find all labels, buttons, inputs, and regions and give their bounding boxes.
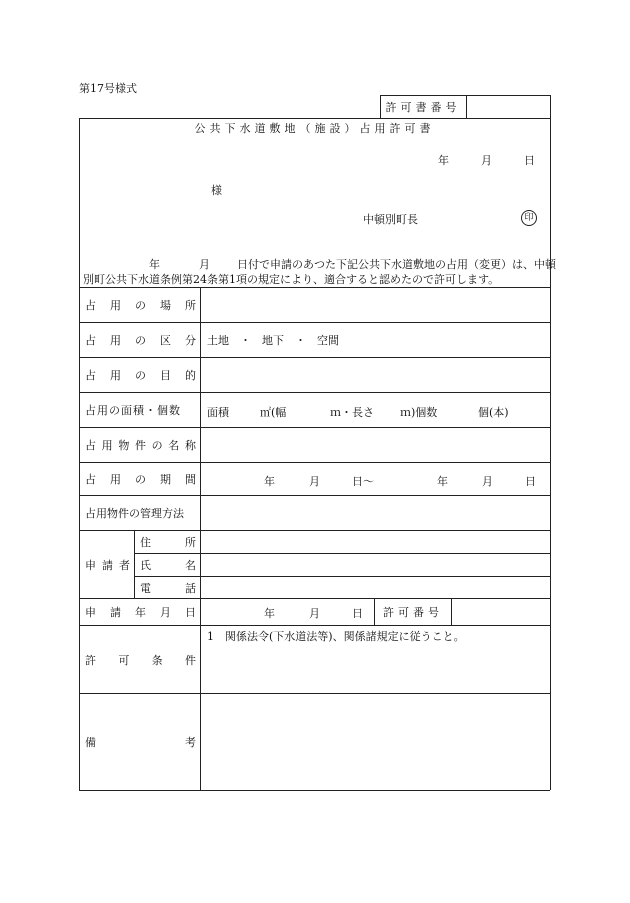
applicant-name-label: 氏 名: [140, 559, 196, 572]
area-text-5: 個(本): [478, 406, 509, 419]
document-title: 公共下水道敷地（施設）占用許可書: [194, 122, 435, 135]
permit-number-field[interactable]: [468, 96, 548, 118]
purpose-label: 占 用 の 目 的: [85, 369, 196, 382]
frame-right: [550, 95, 551, 790]
period-year-1: 年: [264, 475, 275, 488]
management-field[interactable]: [204, 496, 548, 530]
area-text-3: ｍ・長さ: [330, 406, 374, 419]
area-text-4: ｍ)個数: [400, 406, 438, 419]
label-column-divider: [200, 287, 201, 790]
conditions-text: 1 関係法令(下水道法等)、関係諸規定に従うこと。: [207, 630, 465, 643]
applicant-sub-divider: [134, 530, 135, 598]
area-text-2: ㎡(幅: [260, 406, 287, 419]
date-day-label: 日: [524, 154, 535, 167]
application-month: 月: [309, 607, 320, 620]
period-month-2: 月: [482, 475, 493, 488]
body-month: 月: [199, 258, 210, 271]
applicant-phone-label: 電 話: [140, 581, 196, 595]
period-month-1: 月: [309, 475, 320, 488]
category-field[interactable]: 土地 ・ 地下 ・ 空間: [207, 334, 339, 347]
management-label: 占用物件の管理方法: [85, 507, 184, 520]
place-label-text: 占 用 の 場 所: [85, 299, 196, 312]
conditions-label: 許 可 条 件: [85, 653, 196, 667]
frame-bottom: [79, 790, 550, 791]
addressee-suffix: 様: [211, 184, 222, 197]
category-label: 占 用 の 区 分: [85, 334, 196, 347]
applicant-label: 申 請 者: [85, 558, 130, 572]
permit-number-label: 許可書番号: [385, 101, 461, 114]
period-label: 占 用 の 期 間: [85, 473, 196, 486]
area-text-1: 面積: [207, 406, 229, 419]
frame-top: [79, 118, 550, 119]
application-year: 年: [264, 607, 275, 620]
period-year-2: 年: [437, 475, 448, 488]
date-month-label: 月: [481, 154, 492, 167]
frame-left: [79, 118, 80, 790]
applicant-phone-field[interactable]: [204, 577, 548, 598]
object-name-label: 占 用 物 件 の 名 称: [85, 439, 196, 452]
application-date-label: 申 請 年 月 日: [85, 606, 196, 619]
object-name-field[interactable]: [204, 428, 548, 462]
permit-no-divider: [451, 598, 452, 625]
form-number: 第17号様式: [79, 82, 137, 95]
seal-icon: 印: [521, 210, 537, 226]
place-label: [85, 288, 196, 322]
permit-box-divider: [466, 95, 467, 118]
issuer-name: 中頓別町長: [363, 213, 418, 226]
period-day-1: 日～: [352, 475, 374, 488]
body-text-line2: 別町公共下水道条例第24条第1項の規定により、適合すると認めたので許可します。: [83, 273, 500, 286]
remarks-label: 備 考: [85, 736, 196, 749]
remarks-field[interactable]: [204, 694, 548, 790]
permit-no-field[interactable]: [454, 599, 548, 625]
applicant-address-field[interactable]: [204, 531, 548, 553]
area-label: 占用の面積・個数: [85, 404, 181, 417]
date-permit-divider: [374, 598, 375, 625]
purpose-field[interactable]: [204, 358, 548, 392]
applicant-name-field[interactable]: [204, 554, 548, 576]
date-year-label: 年: [438, 154, 449, 167]
applicant-address-label: 住 所: [140, 536, 196, 549]
period-day-2: 日: [525, 475, 536, 488]
body-year: 年: [149, 258, 160, 271]
permit-box-left-border: [380, 95, 381, 118]
place-field[interactable]: [204, 288, 548, 322]
application-day: 日: [352, 607, 363, 620]
body-text-line1: 日付で申請のあつた下記公共下水道敷地の占用（変更）は、中頓: [237, 258, 556, 271]
permit-no-label: 許可番号: [383, 606, 443, 619]
